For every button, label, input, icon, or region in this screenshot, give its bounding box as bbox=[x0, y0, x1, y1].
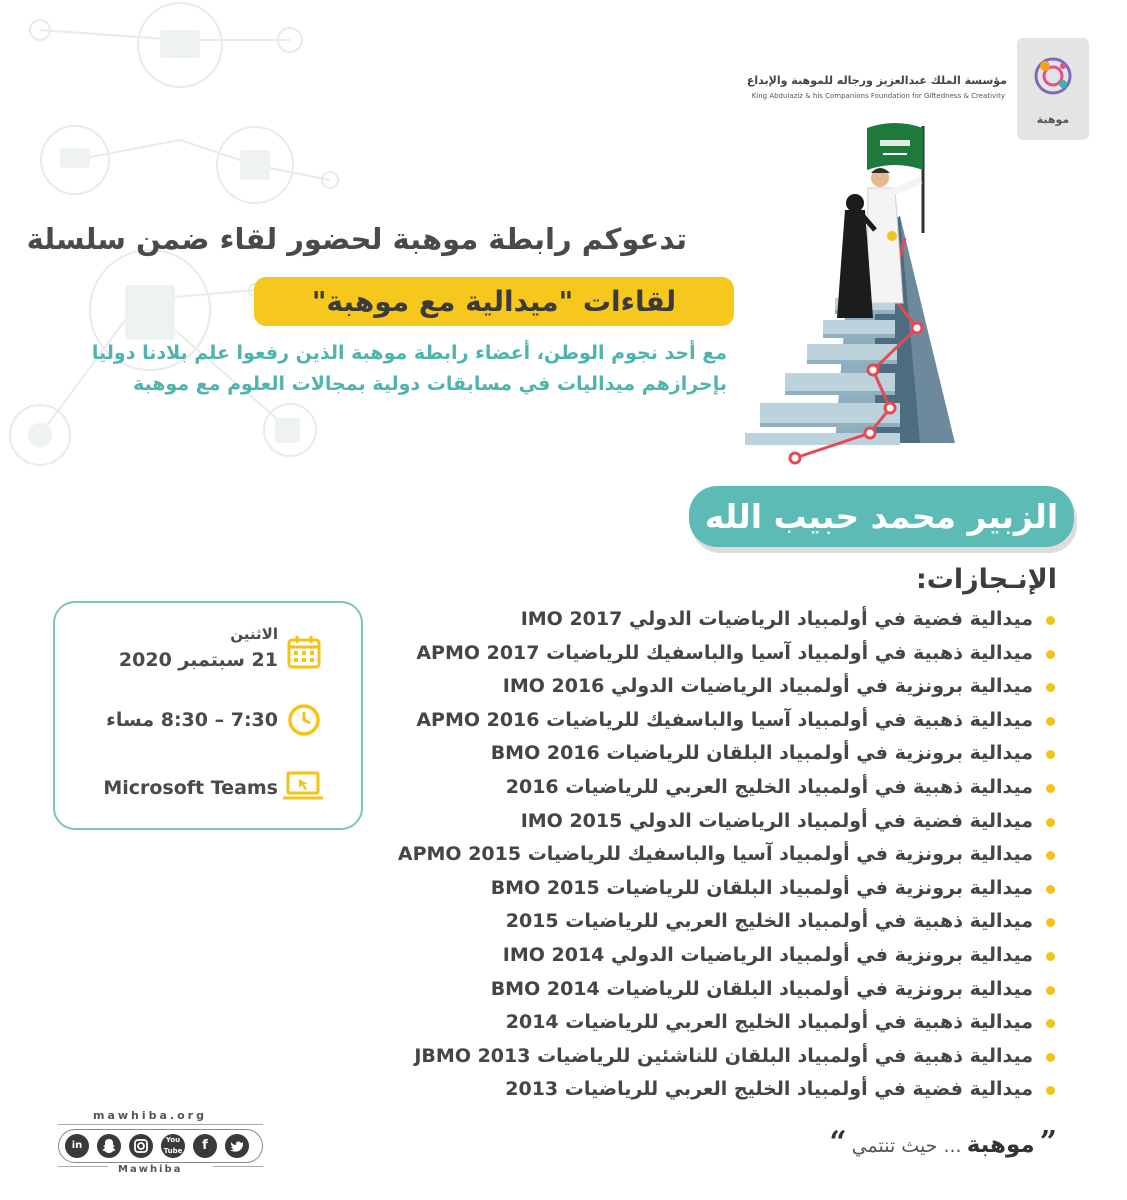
event-date: 21 سبتمبر 2020 bbox=[118, 649, 278, 671]
achievement-item bbox=[355, 771, 1055, 805]
event-time: 7:30 – 8:30 مساء bbox=[106, 709, 278, 731]
achievement-item bbox=[355, 737, 1055, 771]
achievement-item bbox=[355, 1073, 1055, 1107]
slogan-text: ... حيث تنتمي bbox=[851, 1135, 962, 1157]
bullet-dot-icon bbox=[1046, 818, 1055, 827]
facebook-icon[interactable]: f bbox=[193, 1134, 217, 1158]
achievement-text: ميدالية برونزية في أولمبياد الرياضيات الدولي IMO 2014 bbox=[502, 943, 1033, 966]
bullet-dot-icon bbox=[1046, 885, 1055, 894]
bullet-dot-icon bbox=[1046, 717, 1055, 726]
achievement-text: ميدالية ذهبية في أولمبياد الخليج العربي للرياضيات 2014 bbox=[505, 1011, 1033, 1034]
mountain-flag-illustration bbox=[745, 118, 955, 468]
bullet-dot-icon bbox=[1046, 750, 1055, 759]
slogan-brand: موهبة bbox=[966, 1132, 1035, 1158]
achievement-item bbox=[355, 973, 1055, 1007]
achievement-text: ميدالية ذهبية في أولمبياد البلقان للناشئين للرياضيات JBMO 2013 bbox=[414, 1044, 1033, 1067]
achievement-text: ميدالية ذهبية في أولمبياد آسيا والباسفيك للرياضيات APMO 2016 bbox=[416, 708, 1033, 731]
achievement-item bbox=[355, 838, 1055, 872]
slogan-open-quote: ” bbox=[1039, 1125, 1057, 1160]
bullet-dot-icon bbox=[1046, 986, 1055, 995]
achievement-text: ميدالية ذهبية في أولمبياد الخليج العربي للرياضيات 2016 bbox=[505, 775, 1033, 798]
event-platform: Microsoft Teams bbox=[103, 777, 278, 799]
achievement-text: ميدالية برونزية في أولمبياد البلقان للرياضيات BMO 2014 bbox=[490, 977, 1033, 1000]
achievement-text: ميدالية فضية في أولمبياد الخليج العربي للرياضيات 2013 bbox=[505, 1078, 1033, 1101]
bullet-dot-icon bbox=[1046, 952, 1055, 961]
instagram-icon[interactable] bbox=[129, 1134, 153, 1158]
logo-word: موهبة bbox=[1036, 113, 1070, 126]
twitter-icon[interactable] bbox=[225, 1134, 249, 1158]
achievement-item bbox=[355, 704, 1055, 738]
footer-divider-right bbox=[213, 1166, 263, 1167]
bullet-dot-icon bbox=[1046, 1053, 1055, 1062]
bullet-dot-icon bbox=[1046, 683, 1055, 692]
laptop-icon bbox=[283, 771, 323, 801]
slogan-close-quote: “ bbox=[829, 1125, 847, 1160]
bullet-dot-icon bbox=[1046, 616, 1055, 625]
achievement-text: ميدالية فضية في أولمبياد الرياضيات الدولي IMO 2015 bbox=[520, 809, 1033, 832]
achievement-item bbox=[355, 872, 1055, 906]
footer-divider bbox=[58, 1124, 263, 1125]
website-link[interactable]: mawhiba.org bbox=[93, 1109, 207, 1122]
bullet-dot-icon bbox=[1046, 918, 1055, 927]
achievement-item bbox=[355, 939, 1055, 973]
org-name-arabic: مؤسسة الملك عبدالعزيز ورجاله للموهبة والإبداع bbox=[746, 74, 1007, 87]
achievement-item bbox=[355, 805, 1055, 839]
achievements-title: الإنـجازات: bbox=[915, 564, 1057, 595]
calendar-icon bbox=[287, 635, 321, 669]
achievement-item bbox=[355, 603, 1055, 637]
achievement-text: ميدالية برونزية في أولمبياد البلقان للرياضيات BMO 2016 bbox=[490, 742, 1033, 765]
achievement-item bbox=[355, 1040, 1055, 1074]
achievement-text: ميدالية ذهبية في أولمبياد الخليج العربي للرياضيات 2015 bbox=[505, 910, 1033, 933]
slogan bbox=[829, 1125, 1057, 1160]
achievement-text: ميدالية برونزية في أولمبياد الرياضيات الدولي IMO 2016 bbox=[502, 675, 1033, 698]
guest-name-pill: الزبير محمد حبيب الله bbox=[689, 486, 1074, 547]
invitation-line-1: تدعوكم رابطة موهبة لحضور لقاء ضمن سلسلة bbox=[26, 222, 687, 256]
event-info-card bbox=[53, 601, 363, 830]
org-name-english: King Abdulaziz & his Companions Foundation for Giftedness & Creativity bbox=[751, 92, 1005, 100]
bullet-dot-icon bbox=[1046, 784, 1055, 793]
bullet-dot-icon bbox=[1046, 851, 1055, 860]
achievement-item bbox=[355, 637, 1055, 671]
footer-divider-left bbox=[58, 1166, 108, 1167]
achievement-text: ميدالية برونزية في أولمبياد آسيا والباسفيك للرياضيات APMO 2015 bbox=[397, 843, 1033, 866]
bullet-dot-icon bbox=[1046, 650, 1055, 659]
invitation-description-2: بإحرازهم ميداليات في مسابقات دولية بمجالات العلوم مع موهبة bbox=[132, 373, 727, 395]
event-day: الاثنين bbox=[230, 625, 278, 643]
achievements-list bbox=[355, 603, 1055, 1107]
achievement-text: ميدالية ذهبية في أولمبياد آسيا والباسفيك للرياضيات APMO 2017 bbox=[416, 641, 1033, 664]
brand-name: Mawhiba bbox=[118, 1164, 183, 1175]
invitation-series-title: لقاءات "ميدالية مع موهبة" bbox=[311, 285, 677, 318]
bullet-dot-icon bbox=[1046, 1086, 1055, 1095]
youtube-icon[interactable]: You Tube bbox=[161, 1134, 185, 1158]
achievement-item bbox=[355, 670, 1055, 704]
achievement-item bbox=[355, 1006, 1055, 1040]
invitation-description-1: مع أحد نجوم الوطن، أعضاء رابطة موهبة الذين رفعوا علم بلادنا دوليا bbox=[91, 342, 727, 364]
mawhiba-logo-mark-icon bbox=[1017, 38, 1089, 118]
clock-icon bbox=[287, 703, 321, 737]
bullet-dot-icon bbox=[1046, 1019, 1055, 1028]
achievement-text: ميدالية فضية في أولمبياد الرياضيات الدولي IMO 2017 bbox=[520, 608, 1033, 630]
social-icons-bar bbox=[58, 1129, 263, 1163]
snapchat-icon[interactable] bbox=[97, 1134, 121, 1158]
mawhiba-logo bbox=[1017, 38, 1089, 140]
linkedin-icon[interactable]: in bbox=[65, 1134, 89, 1158]
achievement-text: ميدالية برونزية في أولمبياد البلقان للرياضيات BMO 2015 bbox=[490, 876, 1033, 899]
achievement-item bbox=[355, 905, 1055, 939]
